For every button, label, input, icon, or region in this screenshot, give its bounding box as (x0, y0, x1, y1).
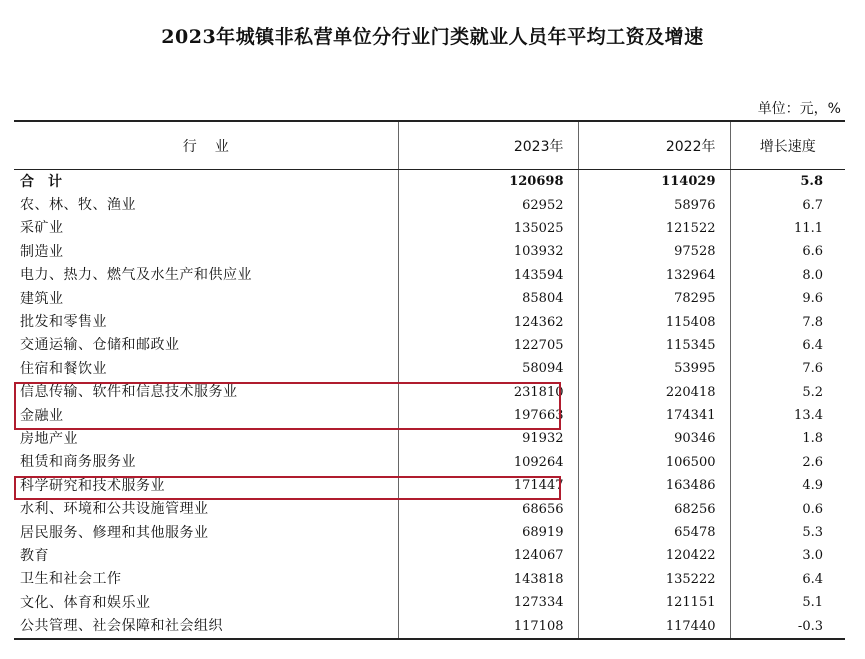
cell-2023: 197663 (398, 404, 578, 427)
cell-2022: 90346 (578, 427, 730, 450)
cell-2023: 91932 (398, 427, 578, 450)
table-row (14, 404, 845, 427)
cell-growth: 1.8 (730, 427, 845, 450)
table-row (14, 310, 845, 333)
cell-industry: 租赁和商务服务业 (20, 454, 136, 471)
table-row (14, 451, 845, 474)
cell-growth: 7.6 (730, 357, 845, 380)
cell-2023: 58094 (398, 357, 578, 380)
cell-industry: 公共管理、社会保障和社会组织 (14, 614, 398, 638)
cell-2023: 117108 (398, 614, 578, 638)
table-row (14, 544, 845, 567)
table-row (14, 240, 845, 263)
cell-industry: 制造业 (20, 243, 64, 260)
cell-industry: 文化、体育和娱乐业 (20, 594, 151, 611)
cell-growth: 0.6 (730, 497, 845, 520)
cell-2023: 85804 (398, 287, 578, 310)
table-row (14, 193, 845, 216)
cell-growth: 2.6 (730, 451, 845, 474)
cell-industry: 住宿和餐饮业 (20, 360, 107, 377)
cell-growth: 7.8 (730, 310, 845, 333)
cell-growth: 9.6 (730, 287, 845, 310)
cell-2022: 53995 (578, 357, 730, 380)
cell-2023: 68656 (398, 497, 578, 520)
cell-2022: 115345 (578, 334, 730, 357)
cell-industry: 合计 (20, 173, 76, 190)
table-body (14, 170, 845, 639)
cell-industry: 电力、热力、燃气及水生产和供应业 (20, 267, 252, 284)
cell-2022: 106500 (578, 451, 730, 474)
cell-industry: 批发和零售业 (20, 314, 107, 331)
table-row (14, 357, 845, 380)
table-row (14, 521, 845, 544)
cell-growth: 5.8 (730, 170, 845, 194)
cell-growth: 6.7 (730, 193, 845, 216)
table-row-total (14, 170, 845, 194)
cell-2022: 174341 (578, 404, 730, 427)
cell-2023: 109264 (398, 451, 578, 474)
cell-2023: 124067 (398, 544, 578, 567)
cell-industry: 科学研究和技术服务业 (20, 477, 165, 494)
cell-2023: 127334 (398, 591, 578, 614)
cell-2023: 122705 (398, 334, 578, 357)
table-header (14, 121, 845, 170)
table-row (14, 497, 845, 520)
cell-industry: 房地产业 (20, 430, 78, 447)
cell-2023: 171447 (398, 474, 578, 497)
cell-2023: 68919 (398, 521, 578, 544)
cell-2022: 78295 (578, 287, 730, 310)
cell-growth: 6.6 (730, 240, 845, 263)
cell-growth: 3.0 (730, 544, 845, 567)
cell-industry: 信息传输、软件和信息技术服务业 (20, 384, 238, 401)
table-row (14, 568, 845, 591)
cell-2022: 220418 (578, 381, 730, 404)
table-row (14, 591, 845, 614)
cell-growth: 4.9 (730, 474, 845, 497)
page-title: 2023年城镇非私营单位分行业门类就业人员年平均工资及增速 (161, 26, 704, 48)
cell-growth: 13.4 (730, 404, 845, 427)
header-2022: 2022年 (578, 121, 730, 170)
header-growth: 增长速度 (730, 121, 845, 170)
table-row (14, 334, 845, 357)
cell-industry: 农、林、牧、渔业 (20, 197, 136, 214)
cell-2022: 68256 (578, 497, 730, 520)
cell-industry: 居民服务、修理和其他服务业 (20, 524, 209, 541)
cell-2023: 120698 (398, 170, 578, 194)
wage-table (14, 120, 845, 640)
table-row (14, 217, 845, 240)
table-row (14, 474, 845, 497)
cell-2022: 117440 (578, 614, 730, 638)
cell-growth: 5.2 (730, 381, 845, 404)
cell-growth: 8.0 (730, 264, 845, 287)
cell-industry: 水利、环境和公共设施管理业 (20, 501, 209, 518)
table-row (14, 381, 845, 404)
cell-growth: -0.3 (730, 614, 845, 638)
table-row (14, 264, 845, 287)
cell-2022: 135222 (578, 568, 730, 591)
cell-2022: 121522 (578, 217, 730, 240)
cell-2023: 135025 (398, 217, 578, 240)
cell-growth: 6.4 (730, 568, 845, 591)
cell-2022: 58976 (578, 193, 730, 216)
cell-2023: 231810 (398, 381, 578, 404)
cell-2022: 114029 (578, 170, 730, 194)
cell-industry: 金融业 (20, 407, 64, 424)
cell-industry: 卫生和社会工作 (20, 571, 122, 588)
cell-industry: 交通运输、仓储和邮政业 (20, 337, 180, 354)
table-row (14, 287, 845, 310)
cell-growth: 6.4 (730, 334, 845, 357)
cell-2023: 62952 (398, 193, 578, 216)
cell-2022: 97528 (578, 240, 730, 263)
cell-2022: 115408 (578, 310, 730, 333)
cell-2022: 132964 (578, 264, 730, 287)
cell-2022: 65478 (578, 521, 730, 544)
cell-2023: 103932 (398, 240, 578, 263)
cell-growth: 11.1 (730, 217, 845, 240)
cell-industry: 采矿业 (20, 220, 64, 237)
header-2023: 2023年 (398, 121, 578, 170)
table-row (14, 614, 845, 638)
unit-label: 单位：元，% (757, 101, 841, 117)
cell-2023: 124362 (398, 310, 578, 333)
cell-2023: 143594 (398, 264, 578, 287)
cell-2023: 143818 (398, 568, 578, 591)
header-industry: 行业 (14, 121, 398, 170)
table-row (14, 427, 845, 450)
cell-growth: 5.1 (730, 591, 845, 614)
cell-2022: 120422 (578, 544, 730, 567)
cell-industry: 教育 (20, 547, 49, 564)
cell-industry: 建筑业 (20, 290, 64, 307)
cell-2022: 121151 (578, 591, 730, 614)
cell-growth: 5.3 (730, 521, 845, 544)
header-row (14, 121, 845, 170)
cell-2022: 163486 (578, 474, 730, 497)
